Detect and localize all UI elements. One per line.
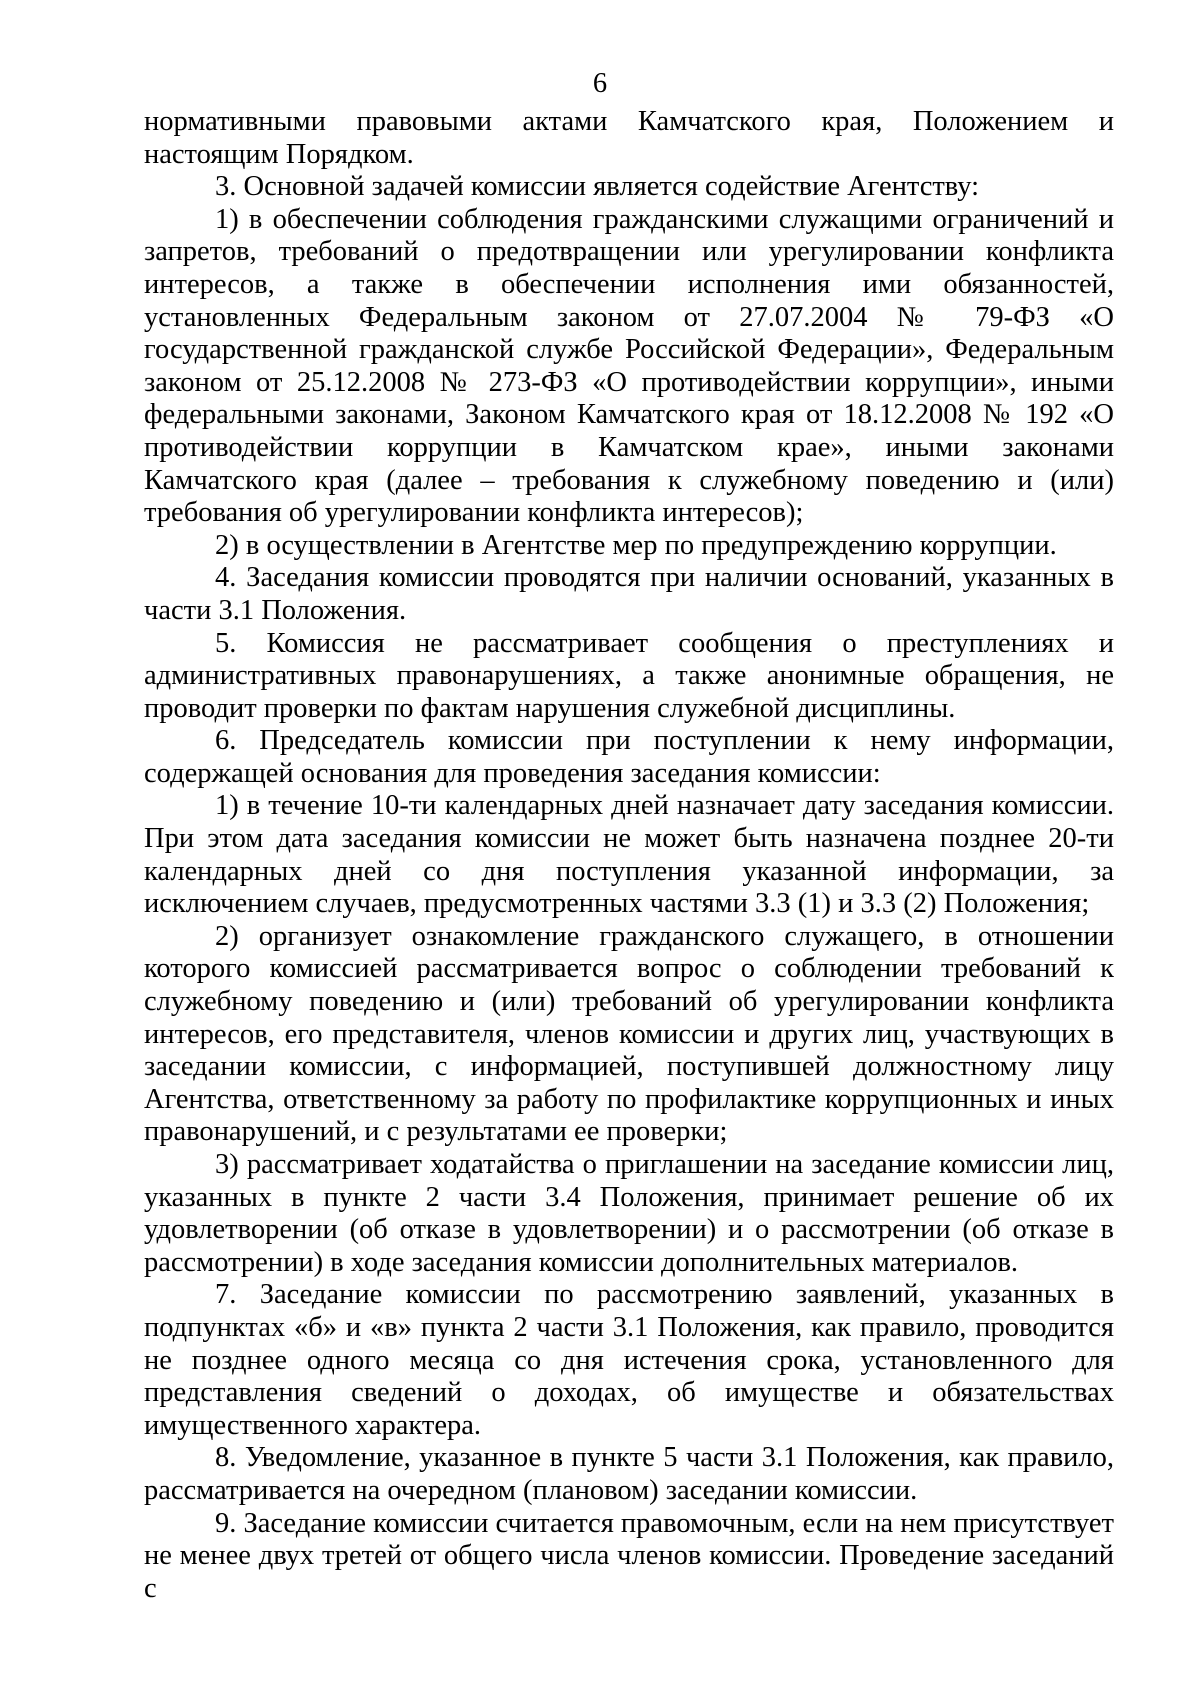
paragraph-item-6: 6. Председатель комиссии при поступлении к нему информации, содержащей основания для проведения заседания комиссии: — [144, 725, 1114, 789]
paragraph-item-5: 5. Комиссия не рассматривает сообщения о преступлениях и административных правонарушениях, а также анонимные обращения, не проводит проверки по фактам нарушения служебной дисциплины. — [144, 627, 1114, 724]
paragraph-item-6-1: 1) в течение 10-ти календарных дней назначает дату заседания комиссии. При этом дата заседания комиссии не может быть назначена позднее 20-ти календарных дней со дня поступления указанной информации, за исключением случаев, предусмотренных частями 3.3 (1) и 3.3 (2) Положения; — [144, 790, 1114, 920]
paragraph-item-9: 9. Заседание комиссии считается правомочным, если на нем присутствует не менее двух третей от общего числа членов комиссии. Проведение заседаний с — [144, 1507, 1114, 1604]
paragraph-item-4: 4. Заседания комиссии проводятся при наличии оснований, указанных в части 3.1 Положения. — [144, 562, 1114, 626]
document-body — [144, 106, 1114, 1605]
paragraph-continuation: нормативными правовыми актами Камчатского края, Положением и настоящим Порядком. — [144, 106, 1114, 170]
paragraph-item-7: 7. Заседание комиссии по рассмотрению заявлений, указанных в подпунктах «б» и «в» пункта 2 части 3.1 Положения, как правило, проводится не позднее одного месяца со дня истечения срока, установленного для представления сведений о доходах, об имуществе и обязательствах имущественного характера. — [144, 1279, 1114, 1441]
paragraph-item-8: 8. Уведомление, указанное в пункте 5 части 3.1 Положения, как правило, рассматривается на очередном (плановом) заседании комиссии. — [144, 1442, 1114, 1506]
page-number: 6 — [592, 68, 608, 99]
paragraph-item-3-1: 1) в обеспечении соблюдения гражданскими служащими ограничений и запретов, требований о предотвращении или урегулировании конфликта интересов, а также в обеспечении исполнения ими обязанностей, установленных Федеральным законом от 27.07.2004 № 79-ФЗ «О государственной гражданской службе Российской Федерации», Федеральным законом от 25.12.2008 № 273-ФЗ «О противодействии коррупции», иными федеральными законами, Законом Камчатского края от 18.12.2008 № 192 «О противодействии коррупции в Камчатском крае», иными законами Камчатского края (далее – требования к служебному поведению и (или) требования об урегулировании конфликта интересов); — [144, 203, 1114, 529]
paragraph-item-6-3: 3) рассматривает ходатайства о приглашении на заседание комиссии лиц, указанных в пункте 2 части 3.4 Положения, принимает решение об их удовлетворении (об отказе в удовлетворении) и о рассмотрении (об отказе в рассмотрении) в ходе заседания комиссии дополнительных материалов. — [144, 1149, 1114, 1278]
paragraph-item-3-2: 2) в осуществлении в Агентстве мер по предупреждению коррупции. — [215, 529, 1057, 561]
paragraph-item-6-2: 2) организует ознакомление гражданского служащего, в отношении которого комиссией рассматривается вопрос о соблюдении требований к служебному поведению и (или) требований об урегулировании конфликта интересов, его представителя, членов комиссии и других лиц, участвующих в заседании комиссии, с информацией, поступившей должностному лицу Агентства, ответственному за работу по профилактике коррупционных и иных правонарушений, и с результатами ее проверки; — [144, 920, 1114, 1148]
paragraph-item-3: 3. Основной задачей комиссии является содействие Агентству: — [215, 171, 980, 203]
